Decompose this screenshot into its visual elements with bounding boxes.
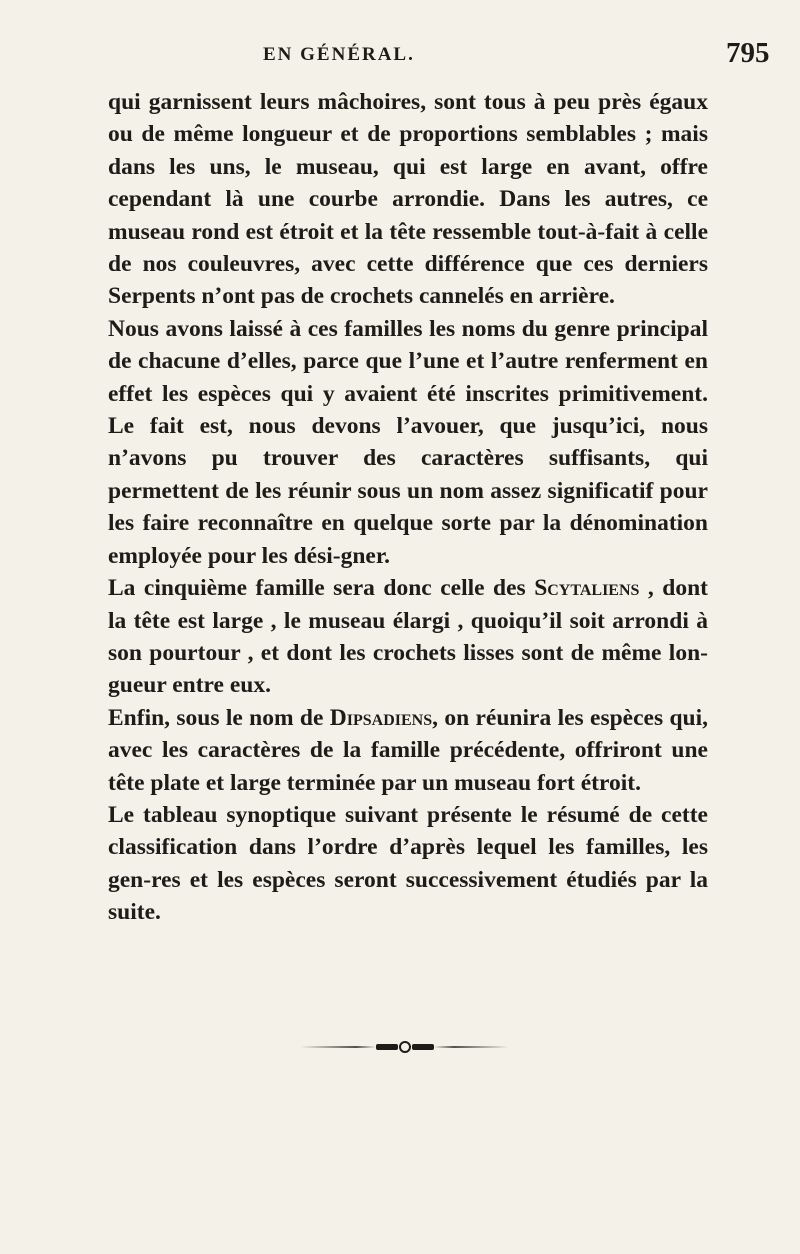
paragraph [108, 572, 708, 702]
body-text [108, 86, 708, 929]
family-name-dipsadiens: Dipsadiens [329, 704, 433, 731]
paragraph [108, 702, 708, 799]
ornament-divider [298, 1040, 512, 1054]
paragraph-text: Nous avons laissé à ces familles les noms du genre principal de chacune d’elles, parce que l’une et l’autre renferment en effet les espèces qui y avaient été inscrites primitivement. Le fait est, nous devons l’avouer, que jusqu’ici, nous n’avons pu trouver des caractères suffisants, qui permettent de les réunir sous un nom assez significatif pour les faire reconnaître en quelque sorte par la dénomination employée pour les dési-gner. [108, 315, 708, 569]
family-name-scytaliens: Scytaliens [534, 575, 640, 602]
page-number: 795 [726, 37, 770, 69]
paragraph [108, 86, 708, 313]
paragraph-text: , on réunira les espèces qui, avec les caractères de la famille précédente, offriront une tête plate et large terminée par un museau fort étroit. [108, 704, 708, 796]
paragraph-text: , dont la tête est large , le museau élargi , quoiqu’il soit arrondi à son pourtour , et dont les crochets lisses sont de même lon-gueur entre eux. [108, 575, 708, 699]
paragraph-text: Le tableau synoptique suivant présente le résumé de cette classification dans l’ordre d’après lequel les familles, les gen-res et les espèces seront successivement étudiés par la suite. [108, 801, 708, 926]
paragraph [108, 313, 708, 572]
paragraph-text: qui garnissent leurs mâchoires, sont tous à peu près égaux ou de même longueur et de proportions semblables ; mais dans les uns, le museau, qui est large en avant, offre cependant là une courbe arrondie. Dans les autres, ce museau rond est étroit et la tête ressemble tout-à-fait à celle de nos couleuvres, avec cette différence que ces derniers Serpents n’ont pas de crochets cannelés en arrière. [108, 89, 708, 310]
running-head: EN GÉNÉRAL. [263, 44, 415, 65]
paragraph [108, 799, 708, 929]
paragraph-text: La cinquième famille sera donc celle des [108, 575, 535, 602]
paragraph-text: Enfin, sous le nom de [108, 704, 330, 731]
